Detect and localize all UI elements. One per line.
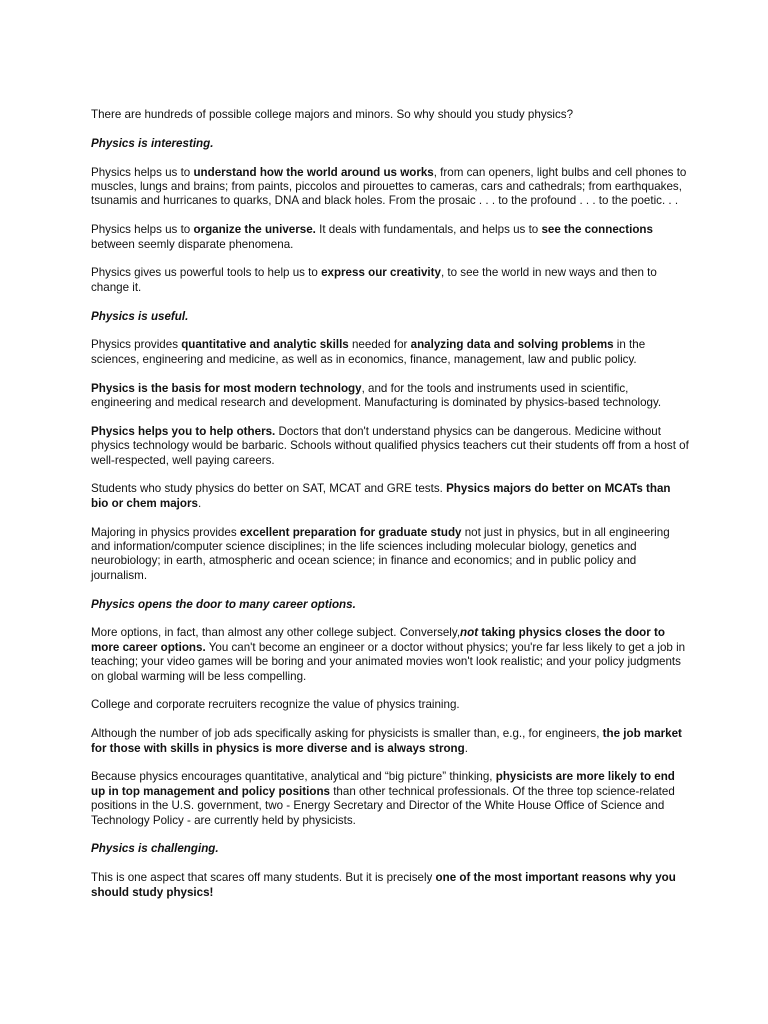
- paragraph-tests: Students who study physics do better on SAT, MCAT and GRE tests. Physics majors do better on MCATs than bio or chem majors.: [91, 482, 671, 510]
- paragraph-job-market: Although the number of job ads specifically asking for physicists is smaller than, e.g., for engineers, the job market for those with skills in physics is more diverse and is always strong.: [91, 727, 682, 755]
- heading-career: Physics opens the door to many career options.: [91, 597, 356, 611]
- heading-challenging: Physics is challenging.: [91, 842, 219, 856]
- paragraph-organize: Physics helps us to organize the universe. It deals with fundamentals, and helps us to see the connections between seemly disparate phenomena.: [91, 223, 653, 251]
- paragraph-technology: Physics is the basis for most modern technology, and for the tools and instruments used in scientific, engineering and medical research and development. Manufacturing is dominated by physics-based technology.: [91, 381, 662, 410]
- paragraph-creativity: Physics gives us powerful tools to help us to express our creativity, to see the world in new ways and then to change it.: [91, 266, 657, 294]
- paragraph-graduate: Majoring in physics provides excellent preparation for graduate study not just in physics, but in all engineering and information/computer science disciplines; in the life sciences including molecular biology, genetics and neurobiology; in earth, atmospheric and ocean science; in finance and economics; and in public policy and journalism.: [91, 525, 670, 582]
- paragraph-options: More options, in fact, than almost any other college subject. Conversely,not taking physics closes the door to more career options. You can't become an engineer or a doctor without physics; you're far less likely to get a job in teaching; your video games will be boring and your animated movies won't look realistic; and your policy judgments on global warming will be less compelling.: [91, 626, 686, 683]
- paragraph-scares: This is one aspect that scares off many students. But it is precisely one of the most important reasons why you should study physics!: [91, 871, 676, 899]
- paragraph-help-others: Physics helps you to help others. Doctors that don't understand physics can be dangerous. Medicine without physics technology would be barbaric. Schools without qualified physics teachers cut their students off from a host of well-respected, well paying careers.: [91, 424, 689, 467]
- paragraph-skills: Physics provides quantitative and analytic skills needed for analyzing data and solving problems in the sciences, engineering and medicine, as well as in economics, finance, management, law and public policy.: [91, 338, 646, 366]
- heading-interesting: Physics is interesting.: [91, 136, 214, 150]
- paragraph-understand: Physics helps us to understand how the world around us works, from can openers, light bulbs and cell phones to muscles, lungs and brains; from paints, piccolos and pirouettes to cameras, cars and cathedrals; from earthquakes, tsunamis and hurricanes to quarks, DNA and black holes. From the prosaic . . . to the profound . . . to the poetic. . .: [91, 165, 687, 208]
- heading-useful: Physics is useful.: [91, 309, 189, 323]
- document-body: [91, 108, 691, 914]
- intro-paragraph: There are hundreds of possible college majors and minors. So why should you study physics?: [91, 108, 574, 121]
- paragraph-recruiters: College and corporate recruiters recognize the value of physics training.: [91, 698, 460, 712]
- paragraph-management: Because physics encourages quantitative, analytical and “big picture” thinking, physicists are more likely to end up in top management and policy positions than other technical professionals. Of the three top science-related positions in the U.S. government, two - Energy Secretary and Director of the White House Office of Science and Technology Policy - are currently held by physicists.: [91, 770, 675, 827]
